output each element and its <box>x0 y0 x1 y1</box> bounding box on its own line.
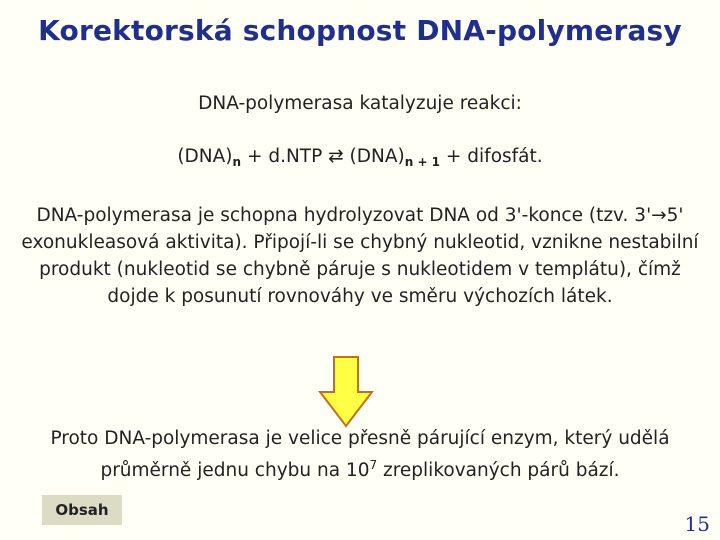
reaction-left: (DNA) <box>177 146 233 167</box>
page-number: 15 <box>684 512 710 536</box>
down-arrow-icon <box>318 356 374 428</box>
reaction-right: (DNA) <box>343 146 405 167</box>
reaction-plus-dntp: + d.NTP <box>241 146 329 167</box>
equilibrium-arrow-icon: ⇄ <box>328 146 344 167</box>
conclusion-text-end: zreplikovaných párů bází. <box>377 460 620 482</box>
reaction-right-subscript: n + 1 <box>404 155 441 169</box>
conclusion-exponent: 7 <box>369 458 378 472</box>
reaction-left-subscript: n <box>232 155 242 169</box>
reaction-plus-difosfat: + difosfát. <box>440 146 543 167</box>
obsah-button[interactable]: Obsah <box>42 495 122 525</box>
slide-title: Korektorská schopnost DNA-polymerasy <box>38 14 682 47</box>
reaction-equation <box>0 146 720 169</box>
exonuclease-paragraph: DNA-polymerasa je schopna hydrolyzovat DNA od 3'-konce (tzv. 3'→5' exonukleasová aktivita). Připojí-li se chybný nukleotid, vznikne nestabilní produkt (nukleotid se chybně páruje s nukleotidem v templátu), čímž dojde k posunutí rovnováhy ve směru výchozích látek. <box>21 205 699 307</box>
conclusion-text: Proto DNA-polymerasa je velice přesně párující enzym, který udělá průměrně jednu chybu na 10 <box>50 428 670 482</box>
conclusion-paragraph <box>24 425 696 484</box>
intro-text: DNA-polymerasa katalyzuje reakci: <box>198 93 522 114</box>
